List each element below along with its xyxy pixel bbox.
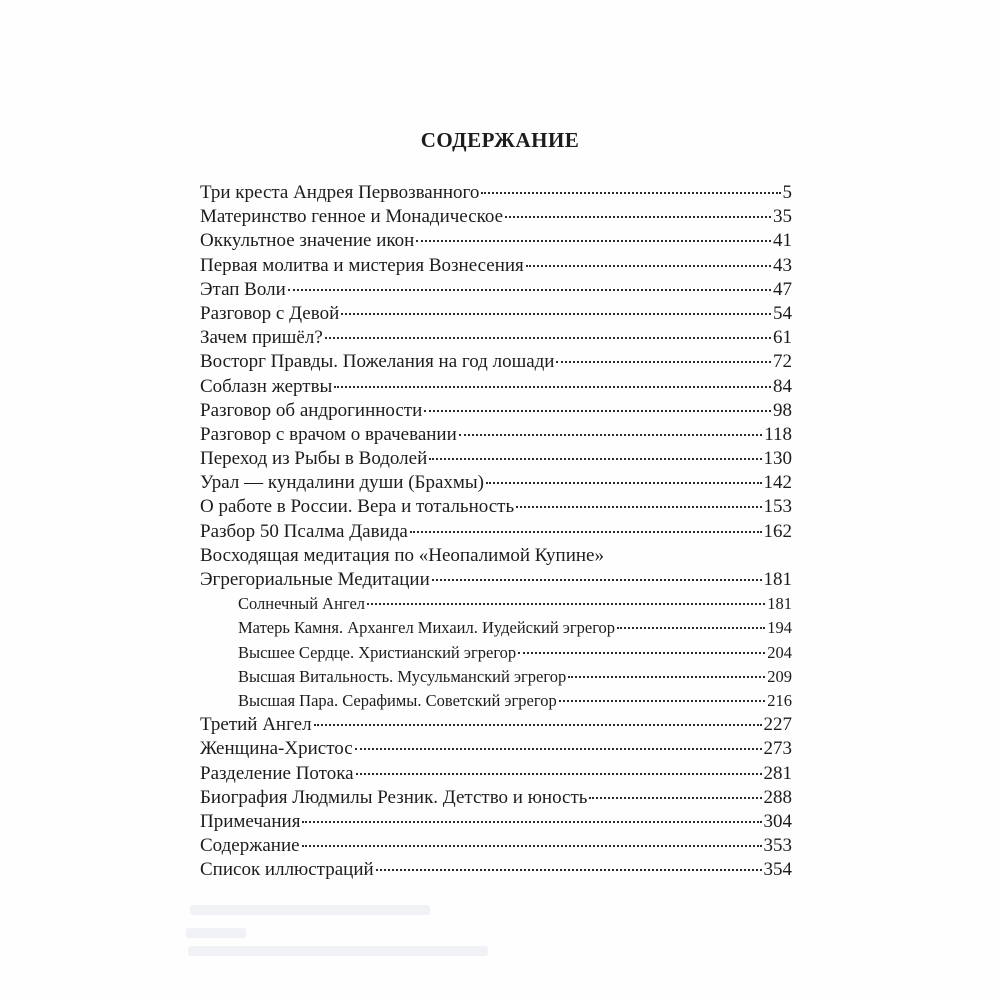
toc-page-number: 72: [773, 351, 792, 373]
toc-entry-title: Первая молитва и мистерия Вознесения: [200, 254, 524, 276]
dot-leader: [481, 192, 780, 194]
toc-entry-title: Разговор об андрогинности: [200, 399, 423, 421]
dot-leader: [516, 506, 761, 508]
toc-entry-title: Разговор с врачом о врачевании: [200, 423, 457, 445]
toc-page-number: 5: [782, 182, 792, 203]
toc-page-number: 130: [763, 448, 792, 470]
toc-page-number: 162: [763, 520, 792, 542]
dot-leader: [410, 531, 762, 533]
dot-leader: [459, 434, 762, 436]
toc-subentry: [200, 616, 792, 640]
toc-page-number: 84: [773, 375, 792, 397]
toc-page-number: 216: [767, 690, 792, 710]
toc-entry: [200, 229, 792, 253]
toc-page-number: 288: [763, 786, 792, 808]
toc-page-number: 142: [763, 472, 792, 494]
show-through-mark: [188, 946, 488, 956]
toc-entry-title: Зачем пришёл?: [200, 327, 323, 349]
toc-entry: [200, 810, 792, 834]
toc-page-number: 209: [767, 666, 792, 686]
toc-entry-title: Третий Ангел: [200, 714, 312, 736]
toc-entry-title: Соблазн жертвы: [200, 375, 333, 397]
toc-page-number: 35: [773, 206, 792, 228]
toc-entry-title: Восторг Правды. Пожелания на год лошади: [200, 351, 555, 373]
toc-page-number: 304: [763, 810, 792, 832]
toc-entry-title: Разговор с Девой: [200, 302, 340, 324]
toc-entry-title: О работе в России. Вера и тотальность: [200, 496, 515, 518]
toc-entry: [200, 786, 792, 810]
toc-entry-title: Этап Воли: [200, 278, 286, 300]
dot-leader: [486, 482, 762, 484]
toc-page-number: 153: [763, 496, 792, 518]
toc-page-number: 98: [773, 399, 792, 421]
toc-entry-title: Высшая Витальность. Мусульманский эгрегор: [238, 666, 567, 686]
toc-page-number: 227: [763, 714, 792, 736]
toc-entry: [200, 205, 792, 229]
toc-entry: [200, 254, 792, 278]
dot-leader: [429, 458, 761, 460]
show-through-mark: [186, 928, 246, 938]
dot-leader: [424, 410, 771, 412]
toc-entry: [200, 278, 792, 302]
dot-leader: [355, 748, 762, 750]
toc-page-number: 118: [764, 423, 792, 445]
toc-entry-title: Список иллюстраций: [200, 859, 374, 881]
toc-entry-title: Разделение Потока: [200, 762, 354, 784]
toc-entry-title: Восходящая медитация по «Неопалимой Купине»: [200, 544, 604, 566]
dot-leader: [288, 289, 771, 291]
toc-page-number: 41: [773, 230, 792, 252]
toc-entry-title: Материнство генное и Монадическое: [200, 206, 504, 228]
toc-entry: [200, 375, 792, 399]
toc-page-number: 354: [763, 859, 792, 881]
toc-page-number: 204: [767, 642, 792, 662]
toc-entry-title: Женщина-Христос: [200, 738, 353, 760]
toc-entry: [200, 326, 792, 350]
toc-subentry: [200, 689, 792, 713]
dot-leader: [556, 361, 771, 363]
dot-leader: [589, 797, 761, 799]
toc-entry-title: Высшее Сердце. Христианский эгрегор: [238, 642, 517, 662]
dot-leader: [559, 700, 766, 702]
toc-entry: [200, 568, 792, 592]
toc-entry-title: Содержание: [200, 835, 300, 857]
toc-entry: [200, 495, 792, 519]
toc-entry: [200, 302, 792, 326]
toc-subentry: [200, 641, 792, 665]
toc-page-number: 194: [767, 618, 792, 638]
toc-entry-title: Примечания: [200, 810, 301, 832]
toc-page-number: 43: [773, 254, 792, 276]
toc-entry: [200, 181, 792, 205]
dot-leader: [325, 337, 771, 339]
dot-leader: [302, 821, 761, 823]
toc-entry: [200, 737, 792, 761]
toc-entry: [200, 520, 792, 544]
toc-entry-title: Высшая Пара. Серафимы. Советский эгрегор: [238, 690, 557, 710]
toc-entry: [200, 423, 792, 447]
toc-page-number: 353: [763, 835, 792, 857]
toc-entry: [200, 762, 792, 786]
toc-entry: [200, 544, 792, 568]
show-through-mark: [190, 905, 430, 915]
toc-entry-title: Урал — кундалини души (Брахмы): [200, 472, 484, 494]
dot-leader: [568, 676, 765, 678]
toc-entry: [200, 399, 792, 423]
dot-leader: [334, 386, 771, 388]
toc-page-number: 61: [773, 327, 792, 349]
toc-entry-title: Биография Людмилы Резник. Детство и юность: [200, 786, 588, 808]
dot-leader: [376, 869, 762, 871]
toc-entry: [200, 858, 792, 882]
table-of-contents: [200, 181, 792, 882]
toc-entry-title: Переход из Рыбы в Водолей: [200, 448, 428, 470]
toc-entry-title: Солнечный Ангел: [238, 594, 366, 614]
toc-page-number: 273: [763, 738, 792, 760]
dot-leader: [367, 603, 765, 605]
dot-leader: [526, 265, 771, 267]
dot-leader: [518, 652, 765, 654]
dot-leader: [505, 216, 771, 218]
toc-page-number: 181: [763, 569, 792, 590]
dot-leader: [341, 313, 771, 315]
toc-entry-title: Эгрегориальные Медитации: [200, 569, 430, 590]
toc-entry: [200, 713, 792, 737]
toc-entry-title: Оккультное значение икон: [200, 230, 415, 252]
toc-subentry: [200, 665, 792, 689]
toc-entry: [200, 471, 792, 495]
dot-leader: [356, 773, 762, 775]
dot-leader: [416, 240, 771, 242]
dot-leader: [432, 579, 762, 581]
toc-entry-title: Три креста Андрея Первозванного: [200, 182, 480, 203]
toc-page-number: 281: [763, 762, 792, 784]
toc-entry: [200, 350, 792, 374]
toc-page-number: 181: [767, 594, 792, 614]
toc-entry: [200, 834, 792, 858]
toc-entry-title: Матерь Камня. Архангел Михаил. Иудейский эгрегор: [238, 618, 616, 638]
toc-page-number: 54: [773, 302, 792, 324]
toc-entry-title: Разбор 50 Псалма Давида: [200, 520, 408, 542]
toc-subentry: [200, 592, 792, 616]
dot-leader: [302, 845, 762, 847]
page-title: СОДЕРЖАНИЕ: [420, 128, 580, 152]
dot-leader: [314, 724, 762, 726]
toc-page-number: 47: [773, 278, 792, 300]
dot-leader: [617, 627, 765, 629]
toc-entry: [200, 447, 792, 471]
